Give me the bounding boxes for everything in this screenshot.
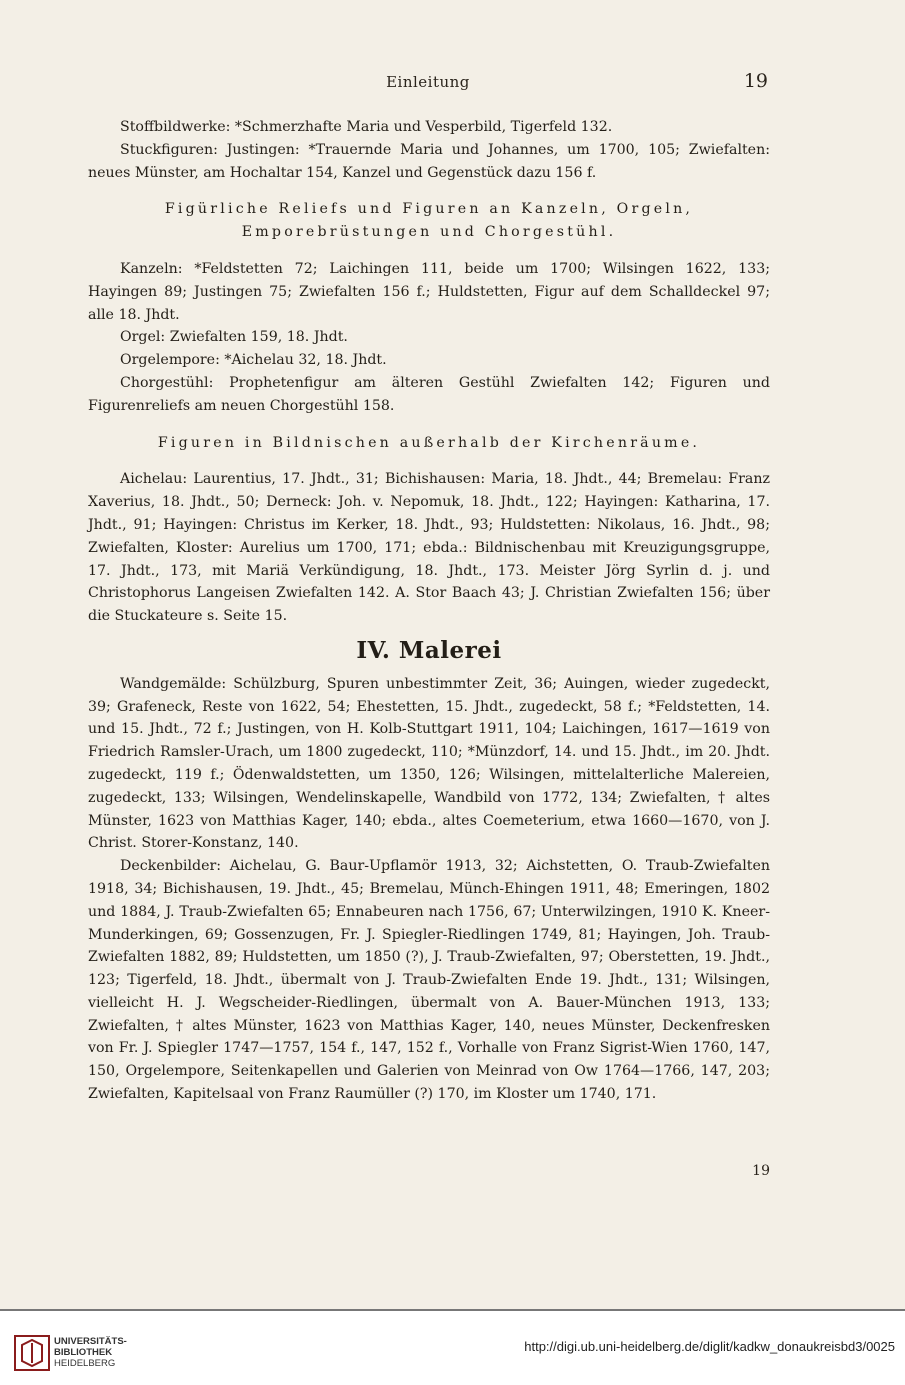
paragraph-orgelempore: Orgelempore: *Aichelau 32, 18. Jhdt. xyxy=(120,352,387,369)
page-header xyxy=(88,70,768,97)
subheading-reliefs-line2: Emporebrüstungen und Chorgestühl. xyxy=(241,224,617,241)
section-title: IV. Malerei xyxy=(356,636,502,664)
paragraph-kanzeln: Kanzeln: *Feldstetten 72; Laichingen 111, beide um 1700; Wilsingen 1622, 133; Hayingen 89; Justingen 75; Zwiefalten 156 f.; Huldstetten, Figur auf dem Schalldeckel 97; alle 18. Jhdt. xyxy=(88,260,770,323)
header-page-number: 19 xyxy=(743,70,768,92)
viewer-footer xyxy=(0,1311,905,1385)
library-seal-icon xyxy=(14,1335,50,1371)
running-title: Einleitung xyxy=(386,73,470,91)
subheading-bildnischen: Figuren in Bildnischen außerhalb der Kirchenräume. xyxy=(157,434,701,451)
paragraph-stoffbildwerke: Stoffbildwerke: *Schmerzhafte Maria und Vesperbild, Tigerfeld 132. xyxy=(120,119,613,135)
permalink-url[interactable]: http://digi.ub.uni-heidelberg.de/diglit/kadkw_donaukreisbd3/0025 xyxy=(524,1339,895,1354)
paragraph-stuckfiguren: Stuckfiguren: Justingen: *Trauernde Maria und Johannes, um 1700, 105; Zwiefalten: neues Münster, am Hochaltar 154, Kanzel und Gegenstück dazu 156 f. xyxy=(88,141,770,181)
paragraph-wandgemaelde: Wandgemälde: Schülzburg, Spuren unbestimmter Zeit, 36; Auingen, wieder zugedeckt, 39; Grafeneck, Reste von 1622, 54; Ehestetten, 15. Jhdt., zugedeckt, 58 f.; *Feldstetten, 14. und 15. Jhdt., 72 f.; Justingen, von H. Kolb-Stuttgart 1911, 104; Laichingen, 1617—1619 von Friedrich Ramsler-Urach, um 1800 zugedeckt, 110; *Münzdorf, 14. und 15. Jhdt., im 20. Jhdt. zugedeckt, 119 f.; Ödenwaldstetten, um 1350, 126; Wilsingen, mittelalterliche Malereien, zugedeckt, 133; Wilsingen, Wendelinskapelle, Wandbild von 1772, 134; Zwiefalten, † altes Münster, 1623 von Matthias Kager, 140; ebda., altes Coemeterium, etwa 1660—1670, von J. Christ. Storer-Konstanz, 140. xyxy=(88,675,770,852)
body-text xyxy=(88,116,770,1106)
footer-page-number: 19 xyxy=(752,1163,770,1179)
library-name: UNIVERSITÄTS- BIBLIOTHEK HEIDELBERG xyxy=(54,1336,127,1369)
paragraph-chorgestuehl: Chorgestühl: Prophetenfigur am älteren Gestühl Zwiefalten 142; Figuren und Figurenreliefs am neuen Chorgestühl 158. xyxy=(88,374,770,414)
paragraph-bildnischen: Aichelau: Laurentius, 17. Jhdt., 31; Bichishausen: Maria, 18. Jhdt., 44; Bremelau: Franz Xaverius, 18. Jhdt., 50; Derneck: Joh. v. Nepomuk, 18. Jhdt., 122; Hayingen: Katharina, 17. Jhdt., 91; Hayingen: Christus im Kerker, 18. Jhdt., 93; Huldstetten: Nikolaus, 16. Jhdt., 98; Zwiefalten, Kloster: Aurelius um 1700, 171; ebda.: Bildnischenbau mit Kreuzigungsgruppe, 17. Jhdt., 173, mit Mariä Verkündigung, 18. Jhdt., 173. Meister Jörg Syrlin d. j. und Christophorus Langeisen Zwiefalten 142. A. Stor Baach 43; J. Christian Zwiefalten 156; über die Stuckateure s. Seite 15. xyxy=(88,471,770,625)
paragraph-deckenbilder: Deckenbilder: Aichelau, G. Baur-Upflamör 1913, 32; Aichstetten, O. Traub-Zwiefalten 1918, 34; Bichishausen, 19. Jhdt., 45; Bremelau, Münch-Ehingen 1911, 48; Emeringen, 1802 und 1884, J. Traub-Zwiefalten 65; Ennabeuren nach 1756, 67; Unterwilzingen, 1910 K. Kneer-Munderkingen, 69; Gossenzugen, Fr. J. Spiegler-Riedlingen 1749, 81; Hayingen, Joh. Traub-Zwiefalten 1882, 89; Huldstetten, um 1850 (?), J. Traub-Zwiefalten, 97; Oberstetten, 19. Jhdt., 123; Tigerfeld, 18. Jhdt., übermalt von J. Traub-Zwiefalten Ende 19. Jhdt., 131; Wilsingen, vielleicht H. J. Wegscheider-Riedlingen, übermalt von A. Bauer-München 1913, 133; Zwiefalten, † altes Münster, 1623 von Matthias Kager, 140, neues Münster, Deckenfresken von Fr. J. Spiegler 1747—1757, 154 f., 147, 152 f., Vorhalle von Franz Sigrist-Wien 1760, 147, 150, Orgelempore, Seitenkapellen und Galerien von Meinrad von Ow 1764—1766, 147, 203; Zwiefalten, Kapitelsaal von Franz Raumüller (?) 170, im Kloster um 1740, 171. xyxy=(88,858,770,1103)
subheading-reliefs-line1: Figürliche Reliefs und Figuren an Kanzeln, Orgeln, xyxy=(164,201,694,218)
paragraph-orgel: Orgel: Zwiefalten 159, 18. Jhdt. xyxy=(120,329,348,346)
